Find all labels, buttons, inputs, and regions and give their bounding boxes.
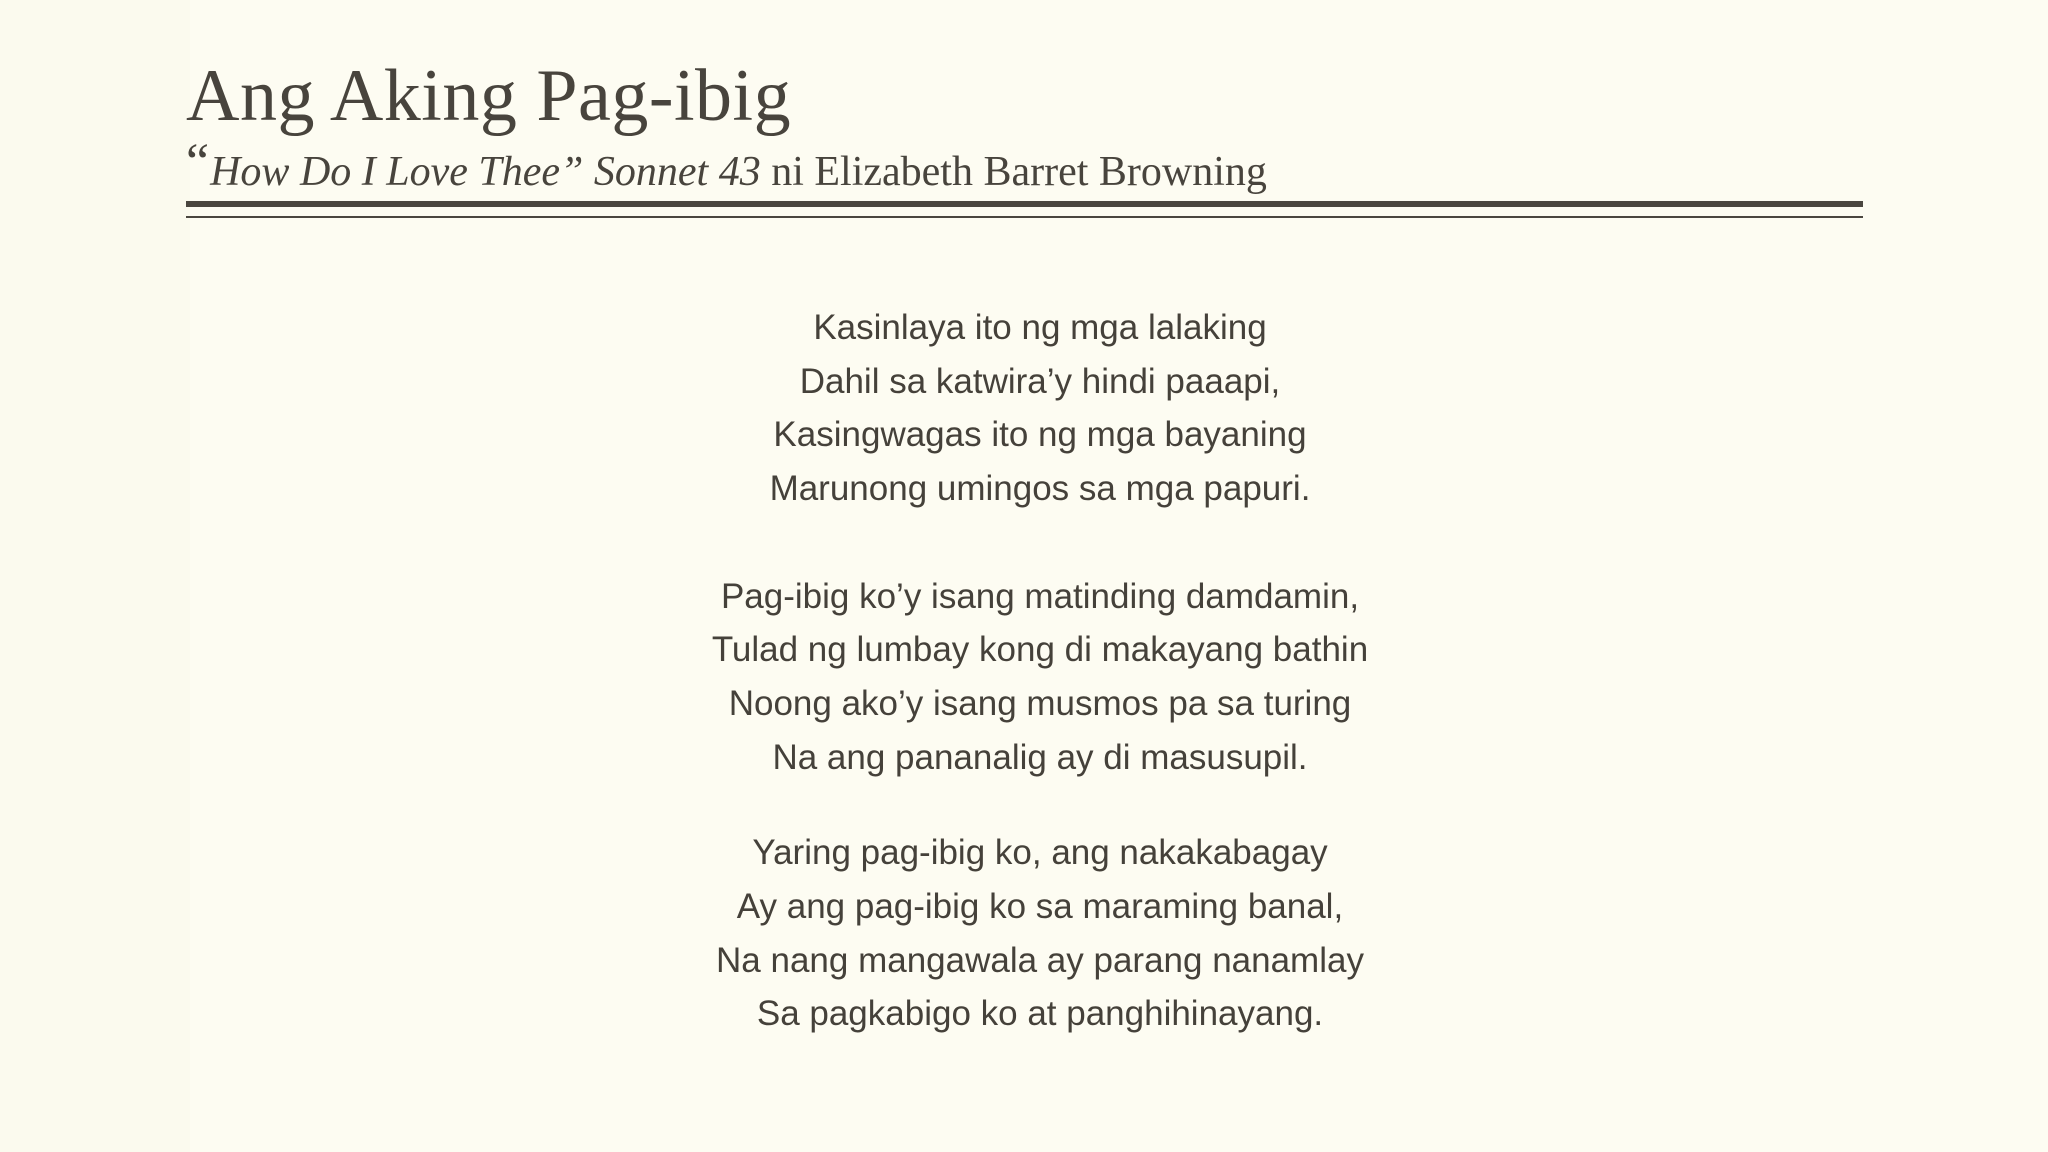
title-rule-thin <box>186 216 1863 218</box>
subtitle <box>186 134 1267 197</box>
poem-line: Na ang pananalig ay di masusupil. <box>772 738 1308 777</box>
poem-line: Noong ako’y isang musmos pa sa turing <box>728 684 1352 723</box>
poem-line: Na nang mangawala ay parang nanamlay <box>716 941 1364 980</box>
subtitle-work-title: How Do I Love Thee” Sonnet 43 <box>210 149 761 195</box>
subtitle-byline: ni Elizabeth Barret Browning <box>760 149 1267 195</box>
subtitle-open-quote: “ <box>186 134 210 191</box>
poem-line: Tulad ng lumbay kong di makayang bathin <box>711 630 1369 669</box>
title-rule-thick <box>186 201 1863 207</box>
poem-line: Ay ang pag-ibig ko sa maraming banal, <box>736 887 1344 926</box>
poem-line: Kasinlaya ito ng mga lalaking <box>813 308 1267 347</box>
poem-line: Sa pagkabigo ko at panghihinayang. <box>756 994 1324 1033</box>
poem-line: Pag-ibig ko’y isang matinding damdamin, <box>720 577 1360 616</box>
poem-line: Marunong umingos sa mga papuri. <box>769 469 1311 508</box>
poem-line: Yaring pag-ibig ko, ang nakakabagay <box>752 833 1328 872</box>
page-title: Ang Aking Pag-ibig <box>186 55 792 137</box>
poem-line: Kasingwagas ito ng mga bayaning <box>773 415 1307 454</box>
poem-line: Dahil sa katwira’y hindi paaapi, <box>799 362 1281 401</box>
